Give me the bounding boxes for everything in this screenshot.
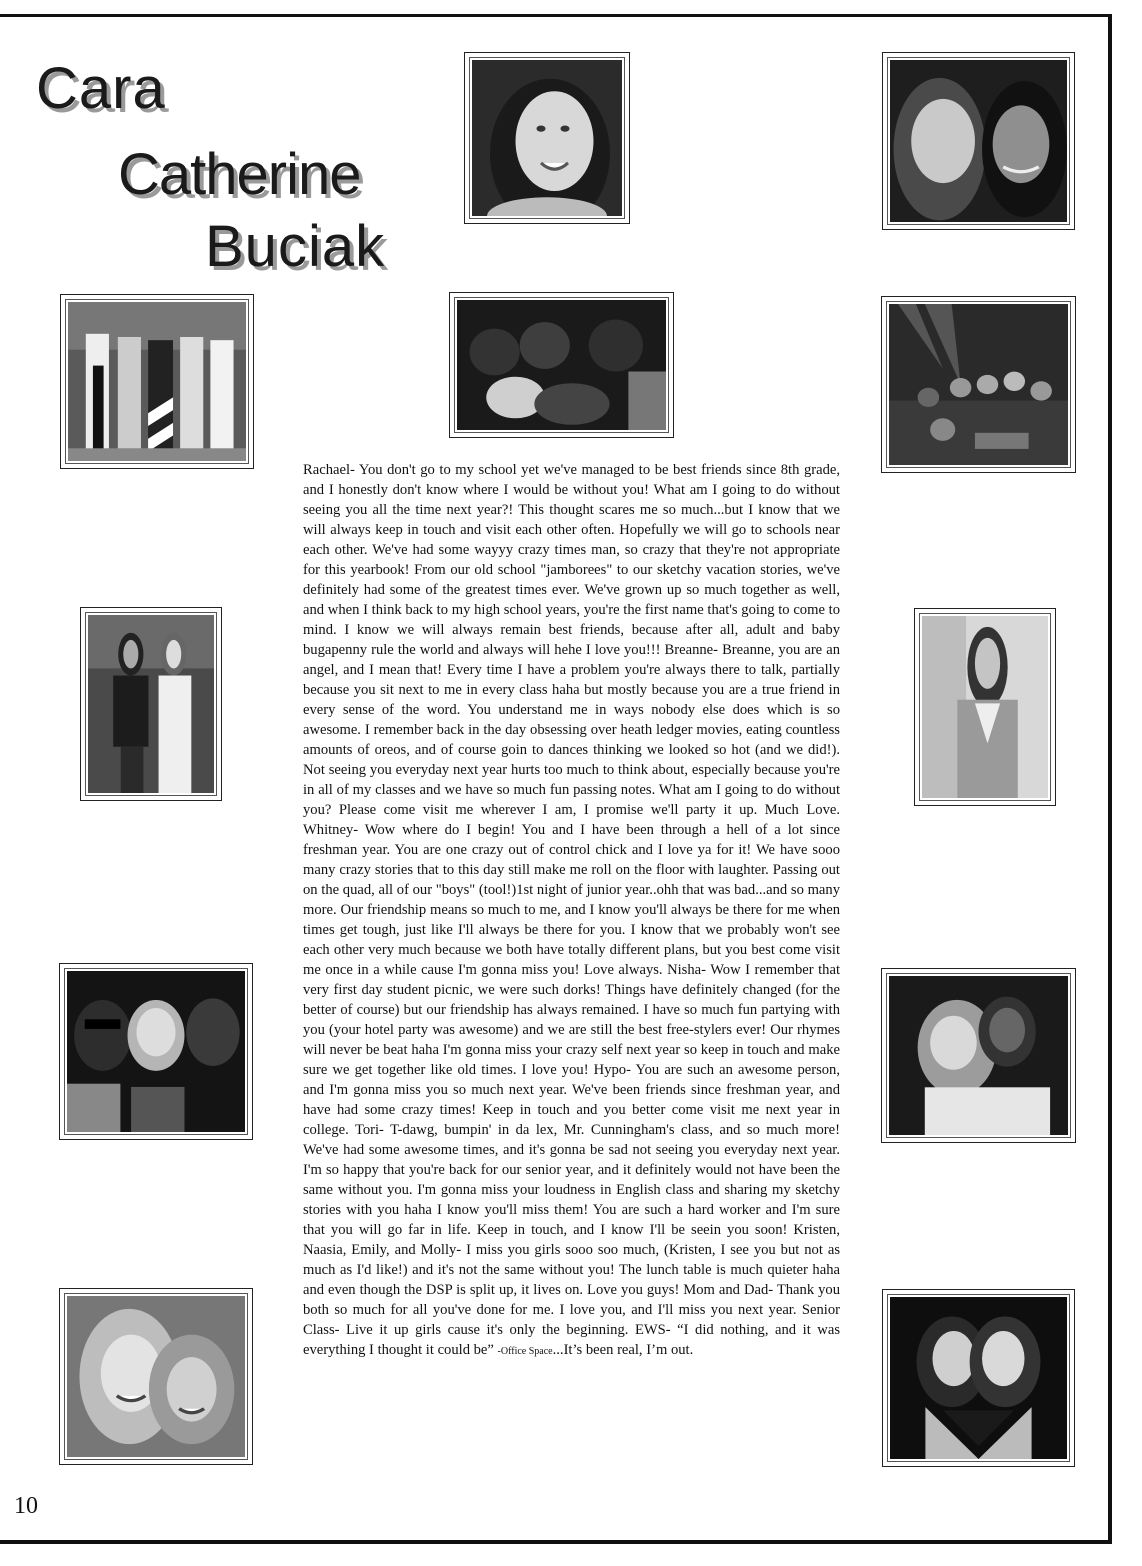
name-middle: Catherine [118,142,361,207]
hug-photo [881,968,1076,1143]
friends-closeup-photo [882,52,1075,230]
senior-message-body: Rachael- You don't go to my school yet we've managed to be best friends since 8th grade, and I honestly don't know where I would be without you! What am I going to do without seeing you all the time next year?! This thought scares me so much...but I know that we will always keep in touch and visit each other often. Hopefully we will go to schools near each other. We've had some wayyy crazy times man, so crazy that they're not appropriate for this yearbook! From our old school "jamborees" to our sketchy vacation stories, we've definitely had some of the greatest times ever. We've grown up so much together as well, and when I think back to my high school years, you're the first name that's going to come to mind. I know we will always remain best friends, because after all, adult and baby bugapenny rule the world and always will hehe I love you!!! Breanne- Breanne, you are an angel, and I mean that! Every time I have a problem you're always there to talk, partially because you sit next to me in every class haha but mostly because you are a true friend in every sense of the word. You understand me in ways nobody else does which is so awesome. I remember back in the day obsessing over heath ledger movies, eating countless amounts of oreos, and of course goin to dances thinking we looked so hot (and we did!). Not seeing you everyday next year hurts too much to think about, especially because you're in all of my classes and we have so much fun passing notes. What am I going to do without you? Please come visit me wherever I am, I promise we'll party it up. Much Love. Whitney- Wow where do I begin! You and I have been through a hell of a lot since freshman year. You are one crazy out of control chick and I love ya for it! We have sooo many crazy stories that to this day still make me roll on the floor with laughter. Passing out on the quad, all of our "boys" (tool!)1st night of junior year..ohh that was bad...and so many more. Our friendship means so much to me, and I know you'll always be there for me when times get tough, just like I'll always be there for you. I know that we probably won't see each other very much because we both have totally different plans, but you best come visit me once in a while cause I'm gonna miss you! Love always. Nisha- Wow I remember that very first day student picnic, we were such dorks! Things have definitely changed (for the better of course) but our friendship has always remained. I have so much fun partying with you (your hotel party was awesome) and we are still the best free-stylers ever! Our rhymes will never be beat haha I'm gonna miss your crazy self next year so keep in touch and make sure we get together like old times. I love you! Hypo- You are such an awesome person, and I'm gonna miss you so much next year. We've been friends since freshman year, and have had some crazy times! Keep in touch and you better come visit me next year in college. Tori- T-dawg, bumpin' in da lex, Mr. Cunningham's class, and so much more! We've had some awesome times, and it's gonna be sad not seeing you everyday next year. I'm so happy that you're back for our senior year, and it definitely would not have been the same without you. I'm gonna miss your loudness in English class and sharing my sketchy stories with you haha I know you'll miss them! You are such a hard worker and I'm sure that you will go far in life. Keep in touch, and I know I'll be seein you soon! Kristen, Naasia, Emily, and Molly- I miss you girls sooo soo much, (Kristen, I see you but not as much as I'd like!) and it's not the same without you! The lunch table is much quieter haha and even though the DSP is split up, it lives on. Love you guys! Mom and Dad- Thank you both so much for all you've done for me. I love you, and I'll miss you next year. Senior Class- Live it up girls cause it's only the beginning. EWS- “I did nothing, and it was everything I thought it could be” [303,462,840,1358]
quote-attribution: -Office Space [497,1346,553,1357]
senior-portrait-photo [464,52,630,224]
senior-message-closing: ...It’s been real, I’m out. [552,1342,694,1358]
couch-group-photo [881,296,1076,473]
name-first: Cara [36,56,166,121]
prom-group-photo [60,294,254,469]
page-number: 10 [14,1493,38,1519]
two-friends-formal-photo [882,1289,1075,1467]
two-friends-smiling-photo [59,1288,253,1465]
two-friends-standing-photo [80,607,222,801]
three-friends-photo [59,963,253,1140]
party-group-photo [449,292,674,438]
girl-portrait-photo [914,608,1056,806]
name-last: Buciak [205,214,386,279]
senior-message [303,460,840,1362]
